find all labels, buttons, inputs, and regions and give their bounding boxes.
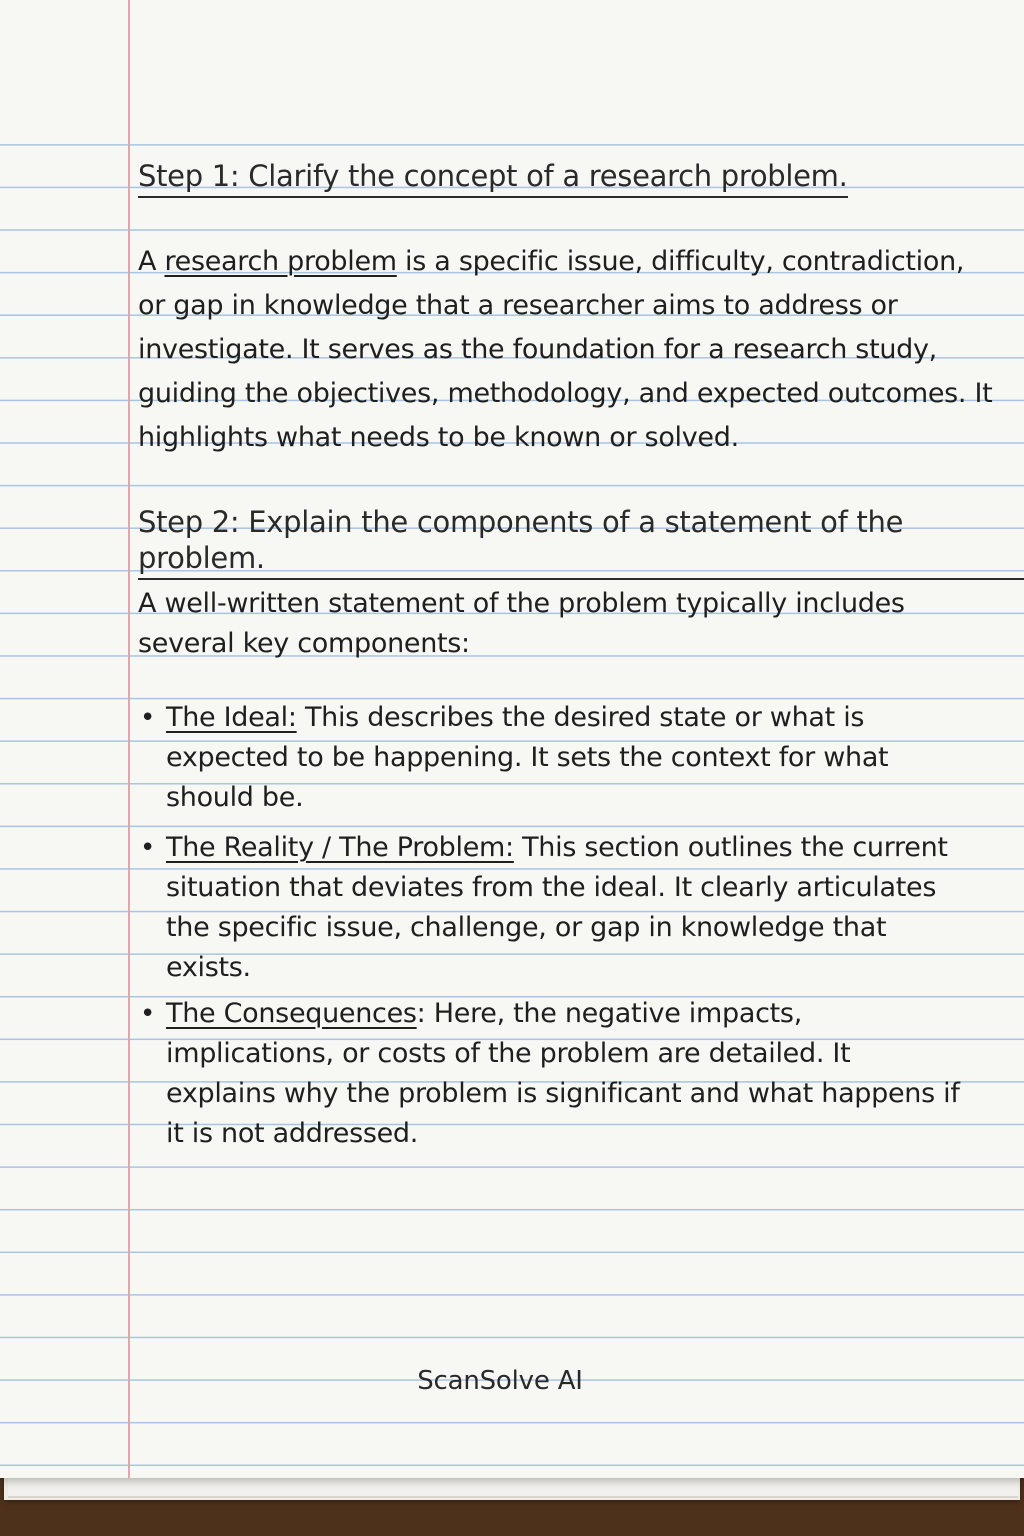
margin-line <box>128 0 130 1478</box>
bullet-text: This section outlines the current situation that deviates from the ideal. It clearly articulates the specific issue, challenge, or gap in knowledge that exists. <box>166 832 948 983</box>
step1-body: is a specific issue, difficulty, contradiction, or gap in knowledge that a researcher aims to address or investigate. It serves as the foundation for a research study, guiding the objectives, methodology, and expected outcomes. It highlights what needs to be known or solved. <box>138 246 993 453</box>
bullet-dot: • <box>140 999 156 1029</box>
step1-intro-prefix: A <box>138 246 165 277</box>
bullet-text: : Here, the negative impacts, implications, or costs of the problem are detailed. It explains why the problem is significant and what happens if it is not addressed. <box>166 998 960 1149</box>
step2-heading: Step 2: Explain the components of a statement of the problem. <box>138 504 1024 580</box>
step1-heading: Step 1: Clarify the concept of a research problem. <box>138 158 848 198</box>
step1-paragraph <box>138 240 998 460</box>
step1-term: research problem <box>164 246 397 277</box>
bullet-dot: • <box>140 703 156 733</box>
bullet-term: The Consequences <box>166 998 417 1029</box>
watermark: ScanSolve AI <box>417 1366 583 1396</box>
step2-intro: A well-written statement of the problem typically includes several key components: <box>138 588 905 659</box>
bullet-dot: • <box>140 833 156 863</box>
bullet-text: This describes the desired state or what is expected to be happening. It sets the context for what should be. <box>166 702 889 813</box>
bullet-term: The Ideal: <box>166 702 297 733</box>
bullet-term: The Reality / The Problem: <box>166 832 514 863</box>
page-header-blank <box>0 0 1024 140</box>
